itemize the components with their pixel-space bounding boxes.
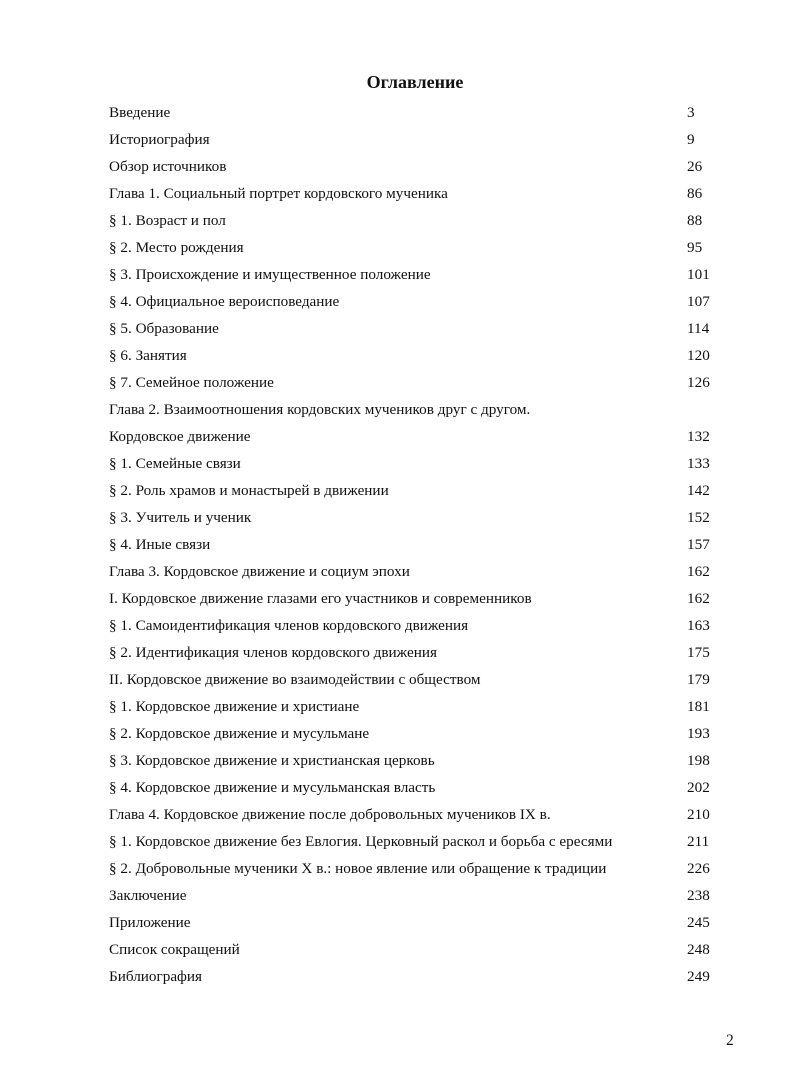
toc-entry-page: 245: [687, 914, 710, 931]
toc-entry: [109, 126, 729, 153]
toc-entry-title: § 5. Образование: [109, 320, 219, 337]
toc-entry-title: Библиография: [109, 968, 203, 985]
toc-entry: [109, 882, 729, 909]
toc-entry-page: 120: [687, 347, 710, 364]
toc-entry: [109, 747, 729, 774]
toc-entry-title: Кордовское движение: [109, 428, 251, 445]
toc-entry-title: § 2. Идентификация членов кордовского движения: [109, 644, 437, 661]
toc-entry: [109, 774, 729, 801]
toc-entry-page: 132: [687, 428, 710, 445]
toc-entry-title: Глава 2. Взаимоотношения кордовских мучеников друг с другом.: [109, 401, 531, 418]
toc-entry: [109, 234, 729, 261]
toc-entry-title: Глава 3. Кордовское движение и социум эпохи: [109, 563, 410, 580]
toc-entry-title: Заключение: [109, 887, 187, 904]
toc-entry: [109, 531, 729, 558]
toc-entry: [109, 666, 729, 693]
toc-entry-title: § 6. Занятия: [109, 347, 187, 364]
toc-entry-title: § 2. Добровольные мученики X в.: новое явление или обращение к традиции: [109, 860, 607, 877]
toc-entry-page: 152: [687, 509, 710, 526]
toc-entry-title: Обзор источников: [109, 158, 227, 175]
toc-entry-title: § 3. Происхождение и имущественное положение: [109, 266, 431, 283]
toc-entry: [109, 828, 729, 855]
toc-entry: [109, 477, 729, 504]
toc-entry-page: 179: [687, 671, 710, 688]
toc-entry-title: Глава 1. Социальный портрет кордовского мученика: [109, 185, 448, 202]
toc-entry-title: § 2. Место рождения: [109, 239, 244, 256]
toc-entry-title: § 3. Кордовское движение и христианская церковь: [109, 752, 435, 769]
toc-entry-page: 107: [687, 293, 710, 310]
toc-entry-title: Введение: [109, 104, 171, 121]
toc-entry: [109, 963, 729, 990]
toc-entry: [109, 504, 729, 531]
toc-entry-page: 26: [687, 158, 703, 175]
toc-entry-title: § 7. Семейное положение: [109, 374, 274, 391]
toc-entry-page: 86: [687, 185, 703, 202]
toc-entry-page: 9: [687, 131, 695, 148]
toc-entry: [109, 558, 729, 585]
toc-entry-title: II. Кордовское движение во взаимодействии с обществом: [109, 671, 481, 688]
toc-entry-title: Приложение: [109, 914, 191, 931]
toc-entry: [109, 261, 729, 288]
toc-entry-title: § 1. Возраст и пол: [109, 212, 226, 229]
toc-entry-title: Историография: [109, 131, 210, 148]
toc-entry: [109, 423, 729, 450]
toc-entry-page: 238: [687, 887, 710, 904]
toc-entry-page: 3: [687, 104, 695, 121]
toc-entry-page: 162: [687, 590, 710, 607]
toc-entry: [109, 585, 729, 612]
toc-entry-title: § 4. Кордовское движение и мусульманская власть: [109, 779, 436, 796]
toc-entry-page: 211: [687, 833, 710, 850]
toc-entry-page: 162: [687, 563, 710, 580]
toc-entry-page: 126: [687, 374, 710, 391]
toc-entry: [109, 720, 729, 747]
toc-entry: [109, 801, 729, 828]
toc-entry: [109, 639, 729, 666]
toc-entry: [109, 396, 729, 423]
toc-entry-page: 114: [687, 320, 710, 337]
toc-entry-title: § 4. Иные связи: [109, 536, 211, 553]
toc-entry-title: § 1. Кордовское движение без Евлогия. Церковный раскол и борьба с ересями: [109, 833, 613, 850]
toc-entry: [109, 180, 729, 207]
toc-entry-page: 175: [687, 644, 710, 661]
toc-entry-page: 193: [687, 725, 710, 742]
toc-entry-page: 198: [687, 752, 710, 769]
table-of-contents: [109, 99, 729, 990]
toc-entry-page: 101: [687, 266, 710, 283]
toc-entry-page: 202: [687, 779, 710, 796]
toc-entry-title: § 4. Официальное вероисповедание: [109, 293, 340, 310]
toc-entry: [109, 369, 729, 396]
toc-entry-title: § 3. Учитель и ученик: [109, 509, 252, 526]
toc-entry: [109, 153, 729, 180]
toc-entry: [109, 315, 729, 342]
toc-entry: [109, 909, 729, 936]
toc-entry-title: § 1. Семейные связи: [109, 455, 241, 472]
toc-entry-page: 88: [687, 212, 703, 229]
toc-entry-title: I. Кордовское движение глазами его участников и современников: [109, 590, 532, 607]
toc-entry-page: 157: [687, 536, 710, 553]
toc-entry: [109, 288, 729, 315]
toc-entry: [109, 693, 729, 720]
toc-entry: [109, 450, 729, 477]
toc-entry: [109, 99, 729, 126]
toc-entry: [109, 612, 729, 639]
toc-entry: [109, 342, 729, 369]
toc-entry: [109, 855, 729, 882]
toc-entry-page: 249: [687, 968, 710, 985]
toc-entry-page: 210: [687, 806, 710, 823]
toc-entry-title: § 2. Роль храмов и монастырей в движении: [109, 482, 389, 499]
toc-entry: [109, 936, 729, 963]
toc-entry-page: 163: [687, 617, 710, 634]
toc-entry-title: § 1. Самоидентификация членов кордовского движения: [109, 617, 469, 634]
toc-entry-page: 226: [687, 860, 710, 877]
toc-entry-title: § 2. Кордовское движение и мусульмане: [109, 725, 370, 742]
toc-entry-page: 133: [687, 455, 710, 472]
toc-entry-page: 181: [687, 698, 710, 715]
toc-entry-page: 142: [687, 482, 710, 499]
toc-entry-page: 95: [687, 239, 703, 256]
toc-entry-title: § 1. Кордовское движение и христиане: [109, 698, 360, 715]
page-title: Оглавление: [366, 72, 464, 92]
toc-entry: [109, 207, 729, 234]
toc-entry-title: Список сокращений: [109, 941, 240, 958]
toc-entry-page: 248: [687, 941, 710, 958]
toc-entry-title: Глава 4. Кордовское движение после добровольных мучеников IX в.: [109, 806, 551, 823]
page-number: 2: [726, 1032, 734, 1049]
